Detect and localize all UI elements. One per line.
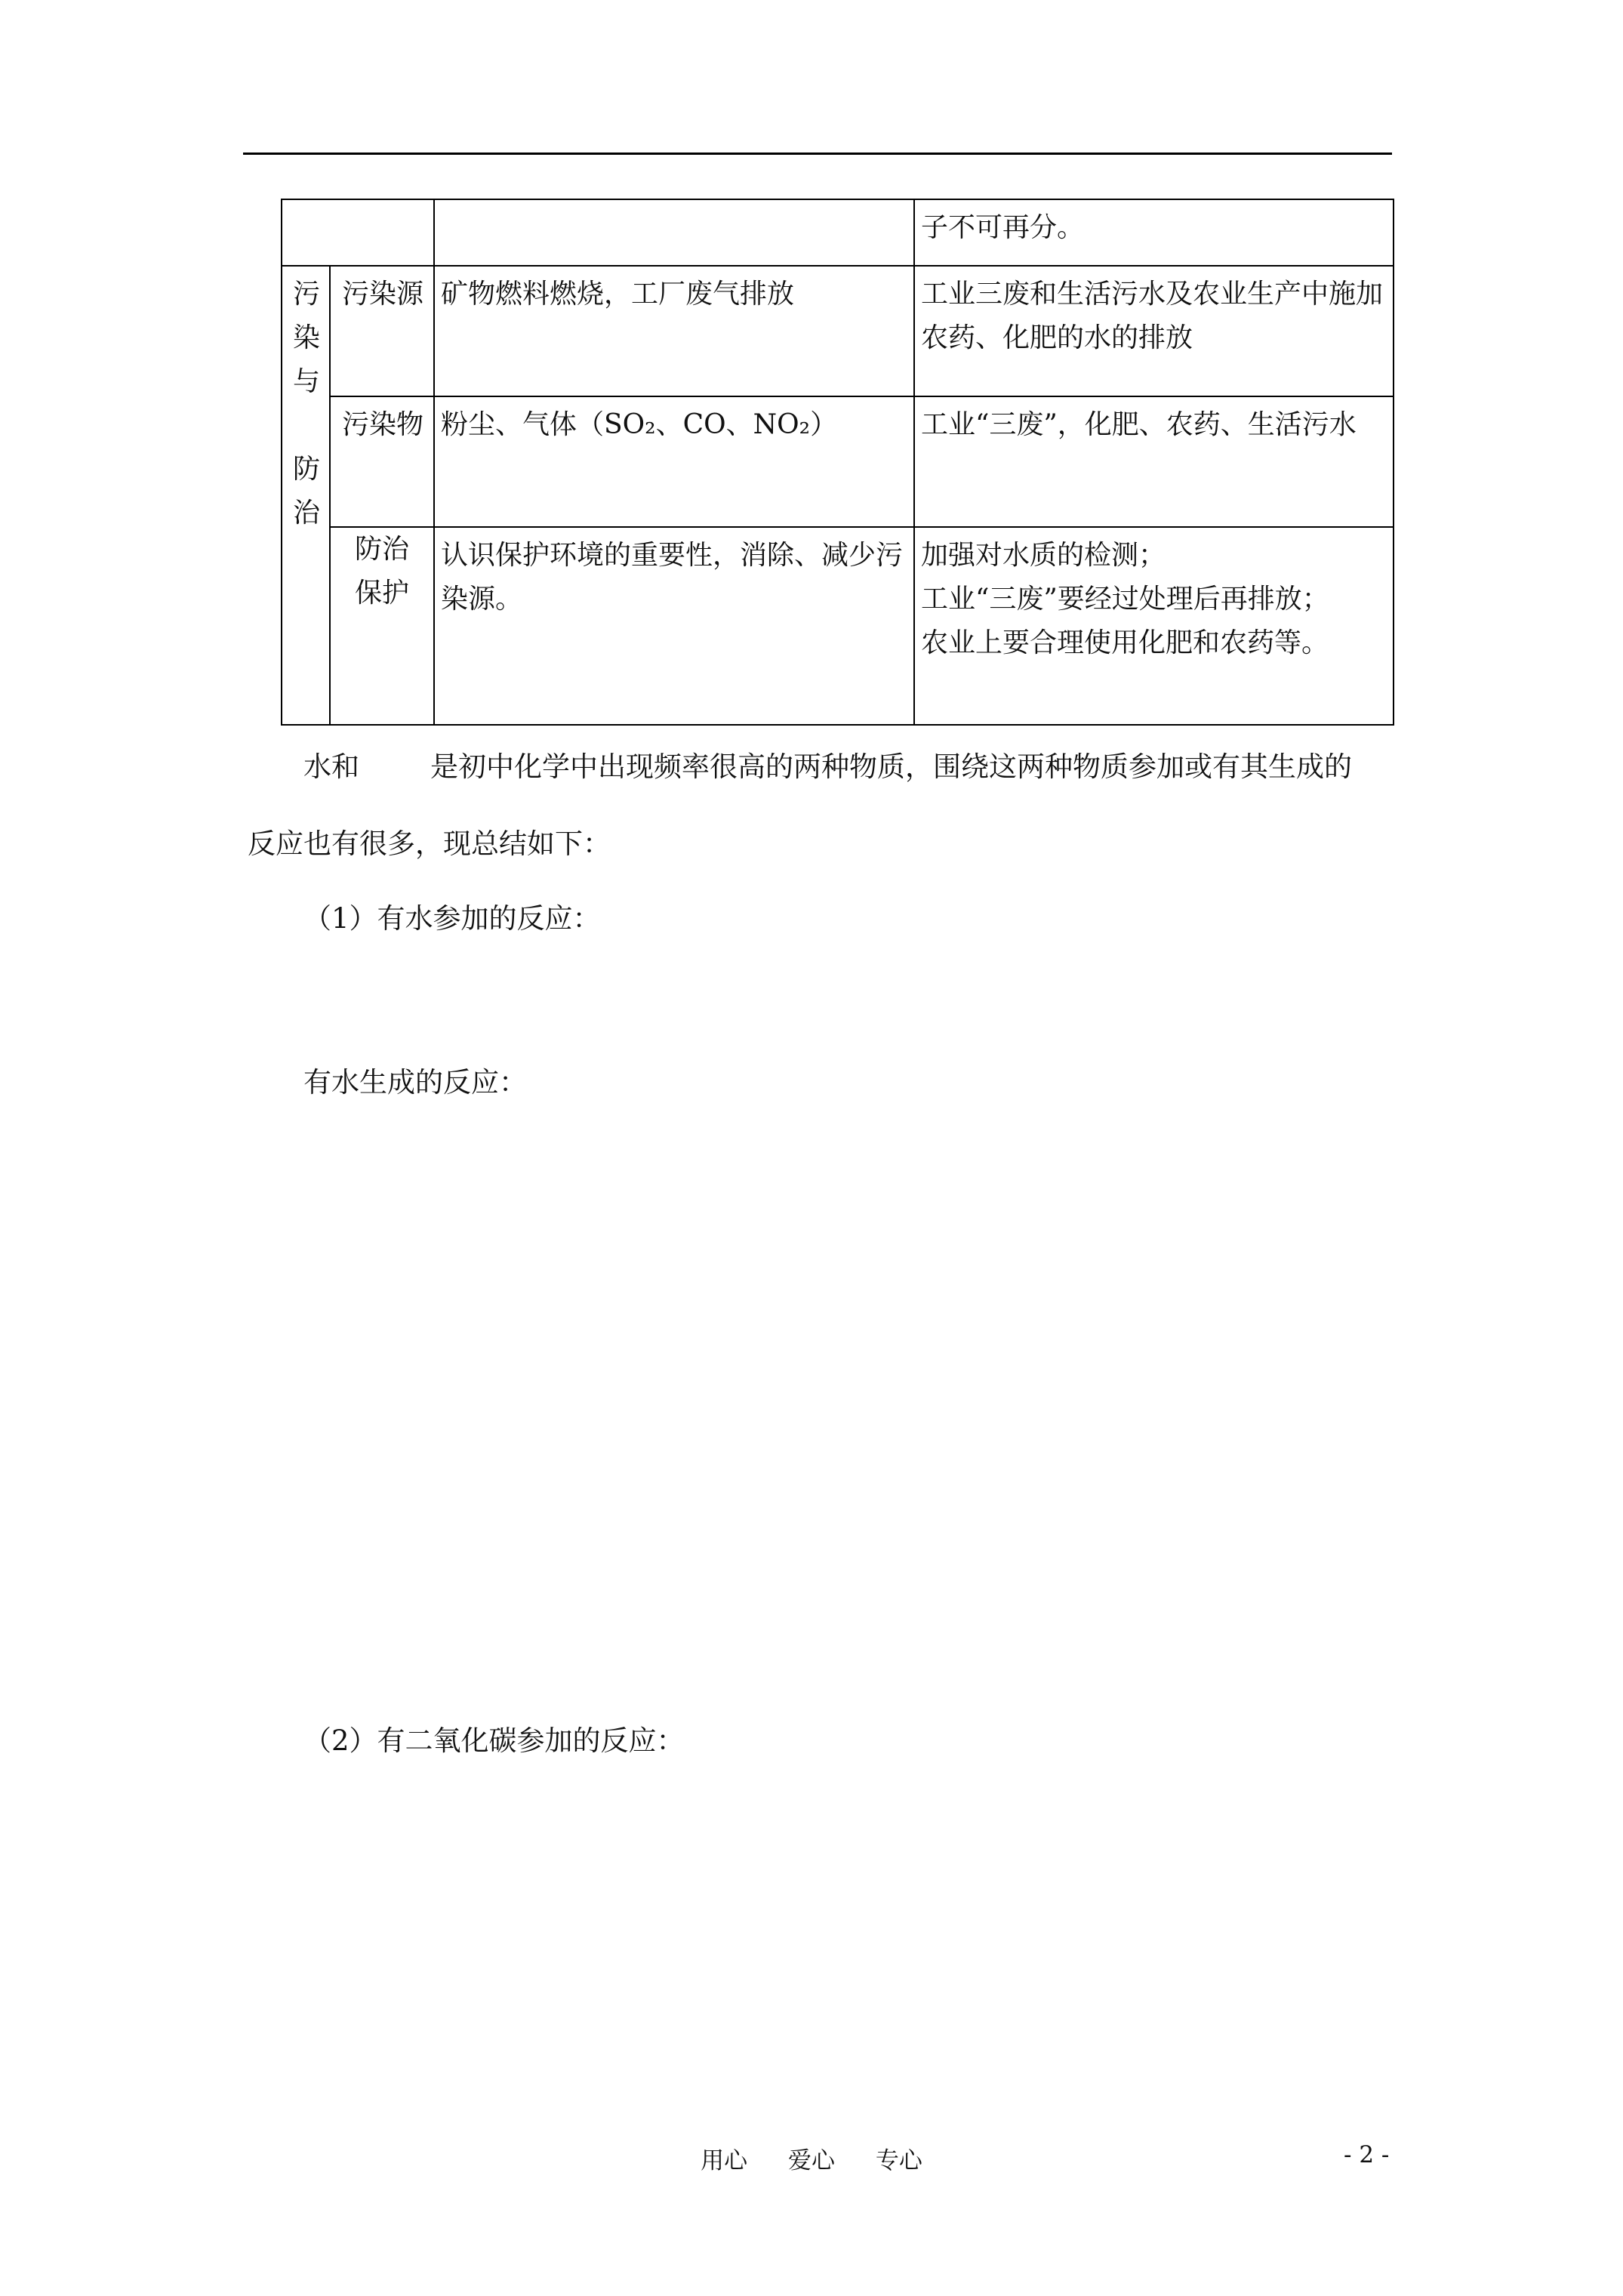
- table-row: [282, 266, 1394, 396]
- table-cell-empty: [282, 199, 434, 266]
- header-rule: [243, 153, 1392, 155]
- air-cell-text: 粉尘、气体（SO₂、CO、NO₂）: [441, 409, 838, 440]
- water-cell: [914, 527, 1394, 725]
- water-cell: 工业“三废”，化肥、农药、生活污水: [914, 396, 1394, 527]
- table-row: [282, 527, 1394, 725]
- section-heading: （1）有水参加的反应：: [303, 902, 601, 935]
- footer-word: 专心: [875, 2147, 922, 2174]
- intro-line-2: 反应也有很多，现总结如下：: [248, 827, 611, 860]
- section-heading: （2）有二氧化碳参加的反应：: [303, 1724, 685, 1757]
- footer-word: 爱心: [788, 2147, 835, 2174]
- water-line: 工业“三废”要经过处理后再排放；: [921, 584, 1329, 615]
- row-label: 防治保护: [330, 527, 434, 725]
- water-line: 加强对水质的检测；: [921, 540, 1166, 571]
- row-label: 污染物: [330, 396, 434, 527]
- water-cell: 工业三废和生活污水及农业生产中施加农药、化肥的水的排放: [914, 266, 1394, 396]
- table-row: [282, 396, 1394, 527]
- category-cell: 污 染 与 防 治: [282, 266, 330, 725]
- pollution-table: [281, 199, 1394, 726]
- table-cell-empty: [434, 199, 914, 266]
- row-label: 污染源: [330, 266, 434, 396]
- table-cell-continued: 子不可再分。: [914, 199, 1394, 266]
- table-row: [282, 199, 1394, 266]
- air-cell: [434, 396, 914, 527]
- intro-line-1-start: 水和: [303, 750, 359, 783]
- air-cell: 认识保护环境的重要性，消除、减少污染源。: [434, 527, 914, 725]
- intro-line-1: 是初中化学中出现频率很高的两种物质，围绕这两种物质参加或有其生成的: [430, 750, 1352, 783]
- section-heading: 有水生成的反应：: [303, 1066, 527, 1099]
- footer-word: 用心: [701, 2147, 748, 2174]
- page-number: - 2 -: [1344, 2141, 1390, 2168]
- air-cell: 矿物燃料燃烧，工厂废气排放: [434, 266, 914, 396]
- water-line: 农业上要合理使用化肥和农药等。: [921, 627, 1329, 658]
